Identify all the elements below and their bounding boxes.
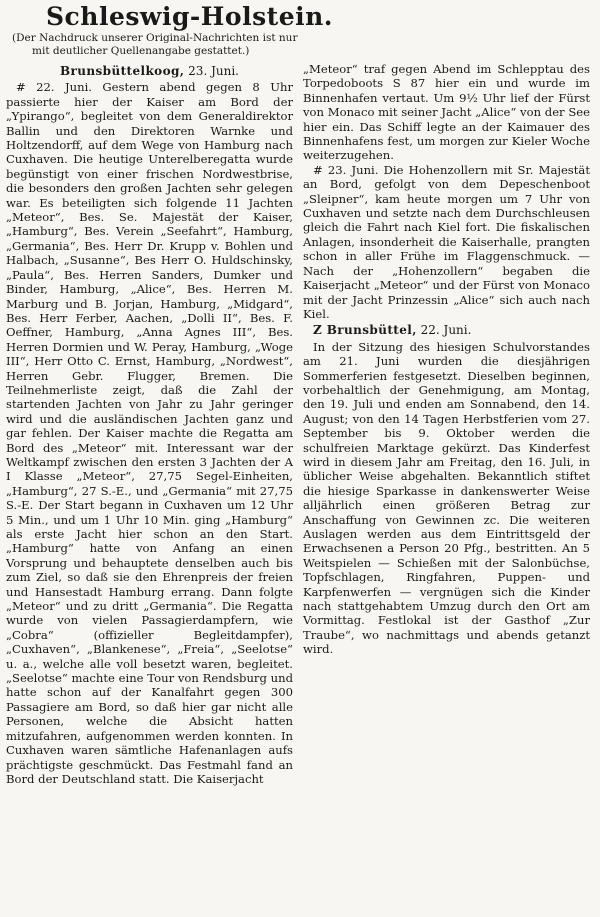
article2-dateline bbox=[303, 323, 590, 337]
notice-line-1: (Der Nachdruck unserer Original-Nachrichten ist nur bbox=[12, 32, 298, 44]
article1-place: Brunsbüttelkoog, bbox=[59, 64, 185, 78]
article2-paragraph-1: In der Sitzung des hiesigen Schulvorstandes am 21. Juni wurden die diesjährigen Sommerferien festgesetzt. Dieselben beginnen, vorbehaltlich der Genehmigung, am Montag, den 19. Juli und enden am Sonnabend, den 14. August; von den 14 Tagen Herbstferien vom 27. September bis 9. Oktober werden die schulfreien Marktage gekürzt. Das Kinderfest wird in diesem Jahr am Freitag, den 16. Juli, in üblicher Weise abgehalten. Bekanntlich stiftet die hiesige Sparkasse in dankenswerter Weise alljährlich einen größeren Betrag zur Anschaffung von Gewinnen zc. Die weiteren Auslagen werden aus dem Eintrittsgeld der Erwachsenen a Person 20 Pfg., bestritten. An 5 Weitspielen — Schießen mit der Salonbüchse, Topfschlagen, Ringfahren, Puppen- und Karpfenwerfen — vergnügen sich die Kinder nach stattgehabtem Umzug durch den Ort am Vormittag. Festlokal ist der Gasthof „Zur Traube“, wo nachmittags und abends getanzt wird. bbox=[303, 339, 590, 657]
article1-date: 23. Juni. bbox=[188, 64, 239, 78]
article2-date: 22. Juni. bbox=[420, 323, 472, 338]
article1-paragraph-1: # 22. Juni. Gestern abend gegen 8 Uhr passierte hier der Kaiser am Bord der „Ypirango“, begleitet von dem Generaldirektor Ballin und den Direktoren Warnke und Holtzendorff, auf dem Wege von Hamburg nach Cuxhaven. Die heutige Unterelberegatta wurde begünstigt von einer frischen Nordwestbrise, die besonders den großen Jachten sehr gelegen war. Es beteiligten sich folgende 11 Jachten „Meteor“, Bes. Se. Majestät der Kaiser, „Hamburg“, Bes. Verein „Seefahrt“, Hamburg, „Germania“, Bes. Herr Dr. Krupp v. Bohlen und Halbach, „Susanne“, Bes Herr O. Huldschinsky, „Paula“, Bes. Herren Sanders, Dumker und Binder, Hamburg, „Alice“, Bes. Herren M. Marburg und B. Jorjan, Hamburg, „Midgard“, Bes. Herr Ferber, Aachen, „Dolli II“, Bes. F. Oeffner, Hamburg, „Anna Agnes III“, Bes. Herren Dormien und W. Peray, Hamburg, „Woge III“, Herr Otto C. Ernst, Hamburg, „Nordwest“, Herren Gebr. Flugger, Bremen. Die Teilnehmerliste zeigt, daß die Zahl der startenden Jachten von Jahr zu Jahr geringer wird und die ausländischen Jachten ganz und gar fehlen. Der Kaiser machte die Regatta am Bord des „Meteor“ mit. Interessant war der Weltkampf zwischen den ersten 3 Jachten der A I Klasse „Meteor“, 27,75 Segel-Einheiten, „Hamburg“, 27 S.-E., und „Germania“ mit 27,75 S.-E. Der Start begann in Cuxhaven um 12 Uhr 5 Min., und um 1 Uhr 10 Min. ging „Hamburg“ als erste Jacht hier schon an den Start. „Hamburg“ hatte von Anfang an einen Vorsprung und behauptete denselben auch bis zum Ziel, so daß sie den Ehrenpreis der freien und Hansestadt Hamburg errang. Dann folgte „Meteor“ und zu dritt „Germania“. Die Regatta wurde von vielen Passagierdampfern, wie „Cobra“ (offizieller Begleitdampfer), „Cuxhaven“, „Blankenese“, „Freia“, „Seelotse“ u. a., welche alle voll besetzt waren, begleitet. „Seelotse“ machte eine Tour von Rendsburg und hatte schon auf der Kanalfahrt gegen 300 Passagiere am Bord, so daß hier gar nicht alle Personen, welche die Absicht hatten mitzufahren, aufgenommen werden konnten. In Cuxhaven waren sämtliche Hafenanlagen aufs prächtigste geschmückt. Das Festmahl fand an Bord der Deutschland statt. Die Kaiserjacht bbox=[6, 80, 293, 786]
section-title: Schleswig-Holstein. bbox=[46, 2, 334, 31]
article1-paragraph-2: „Meteor“ traf gegen Abend im Schlepptau des Torpedoboots S 87 hier ein und wurde im Binnenhafen vertaut. Um 9½ Uhr lief der Fürst von Monaco mit seiner Jacht „Alice“ von der See hier ein. Das Schiff legte an der Kaimauer des Binnenhafens fest, um morgen zur Kieler Woche weiterzugehen. bbox=[303, 62, 590, 163]
column-right bbox=[303, 62, 590, 786]
article2-place: Z Brunsbüttel, bbox=[313, 323, 417, 338]
article1-dateline bbox=[6, 64, 293, 78]
article1-paragraph-3: # 23. Juni. Die Hohenzollern mit Sr. Majestät an Bord, gefolgt von dem Depeschenboot „Sleipner“, kam heute morgen um 7 Uhr von Cuxhaven und setzte nach dem Durchschleusen gleich die Fahrt nach Kiel fort. Die fiskalischen Anlagen, insonderheit die Kaiserhalle, prangten schon in aller Frühe im Flaggenschmuck. — Nach der „Hohenzollern“ begaben die Kaiserjacht „Meteor“ und der Fürst von Monaco mit der Jacht Prinzessin „Alice“ sich auch nach Kiel. bbox=[303, 162, 590, 321]
notice-line-2: mit deutlicher Quellenangabe gestattet.) bbox=[32, 45, 250, 57]
article-columns bbox=[6, 62, 594, 786]
column-left bbox=[6, 62, 293, 786]
reprint-notice bbox=[12, 32, 594, 58]
